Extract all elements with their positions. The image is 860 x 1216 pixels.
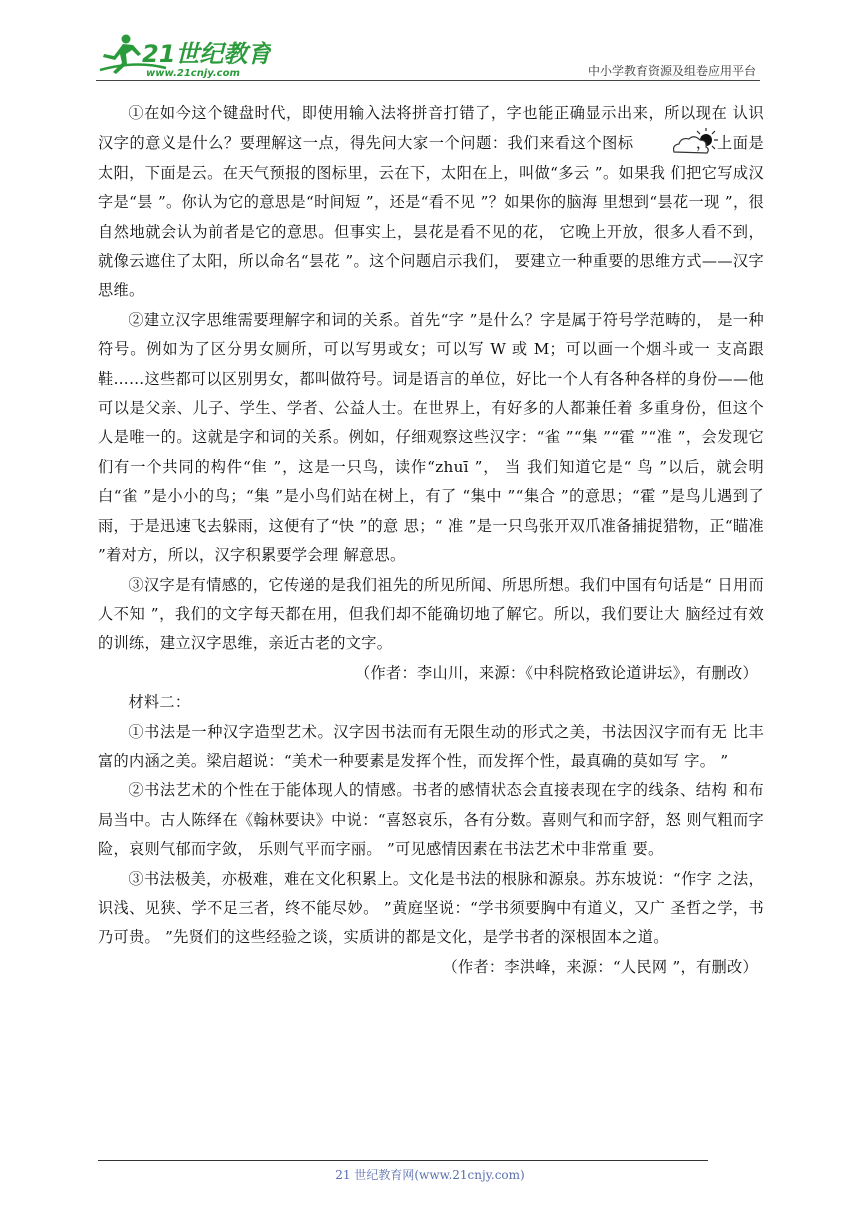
paragraph-2: ②建立汉字思维需要理解字和词的关系。首先“字 ”是什么？字是属于符号学范畴的， 是一种符号。例如为了区分男女厕所，可以写男或女；可以写 W 或 M；可以画一个烟斗或一 支高跟鞋……这些都可以区别男女，都叫做符号。词是语言的单位，好比一个人有各种各样的身份——他可以是父亲、儿子、学生、学者、公益人士。在世界上，有好多的人都兼任着 多重身份，但这个人是唯一的。这就是字和词的关系。例如，仔细观察这些汉字：“雀 ”“集 ”“霍 ”“准 ”，会发现它们有一个共同的构件“隹 ”，这是一只鸟，读作“zhuī ”， 当 我们知道它是“ 鸟 ”以后，就会明白“雀 ”是小小的鸟；“集 ”是小鸟们站在树上，有了 “集中 ”“集合 ”的意思；“霍 ”是鸟儿遇到了雨，于是迅速飞去躲雨，这便有了“快 ”的意 思；“ 准 ”是一只鸟张开双爪准备捕捉猎物，正“瞄准 ”着对方，所以，汉字积累要学会理 解意思。 <box>98 310 764 565</box>
paragraph-3: ③汉字是有情感的，它传递的是我们祖先的所见所闻、所思所想。我们中国有句话是“ 日用而人不知 ”，我们的文字每天都在用，但我们却不能确切地了解它。所以，我们要让大 脑经过有效的训练，建立汉字思维，亲近古老的文字。 <box>98 575 764 653</box>
source-citation-1: （作者：李山川，来源：《中科院格致论道讲坛》，有删改） <box>355 663 758 682</box>
paragraph-5: ②书法艺术的个性在于能体现人的情感。书者的感情状态会直接表现在字的线条、结构 和布局当中。古人陈绎在《翰林要诀》中说：“喜怒哀乐，各有分数。喜则气和而字舒，怒 则气粗而字险，哀则气郁而字敛， 乐则气平而字丽。 ”可见感情因素在书法艺术中非常重 要。 <box>98 781 764 859</box>
paragraph-6: ③书法极美，亦极难，难在文化积累上。文化是书法的根脉和源泉。苏东坡说：“作字 之法，识浅、见狭、学不足三者，终不能尽妙。 ”黄庭坚说：“学书须要胸中有道义，又广 圣哲之学，书乃可贵。 ”先贤们的这些经验之谈，实质讲的都是文化，是学书者的深根固本之道。 <box>98 869 764 947</box>
material-two-label: 材料二： <box>128 693 191 712</box>
page-footer: 21 世纪教育网(www.21cnjy.com) <box>335 1168 525 1182</box>
header-divider <box>96 80 760 81</box>
paragraph-1-part-a: ①在如今这个键盘时代，即使用输入法将拼音打错了，字也能正确显示出来，所以现在 认识汉字的意义是什么？要理解这一点，得先问大家一个问题：我们来看这个图标 <box>98 104 764 153</box>
page-header <box>96 28 760 84</box>
footer-divider <box>98 1160 708 1161</box>
article-body <box>98 99 764 982</box>
logo-text: 21世纪教育 <box>142 40 271 68</box>
site-logo <box>96 30 271 80</box>
runner-icon <box>96 30 271 80</box>
paragraph-1 <box>98 99 764 306</box>
paragraph-4: ①书法是一种汉字造型艺术。汉字因书法而有无限生动的形式之美，书法因汉字而有无 比丰富的内涵之美。梁启超说：“美术一种要素是发挥个性，而发挥个性，最真确的莫如写 字。 ” <box>98 722 764 770</box>
platform-name: 中小学教育资源及组卷应用平台 <box>587 64 756 78</box>
paragraph-1-part-b: ， 上面是太阳，下面是云。在天气预报的图标里，云在下，太阳在上，叫做“多云 ”。如果我 们把它写成汉字是“昙 ”。你认为它的意思是“时间短 ”，还是“看不见 ”？如果你的脑海 里想到“昙花一现 ”，很自然地就会认为前者是它的意思。但事实上，昙花是看不见的花， 它晚上开放，很多人看不到，就像云遮住了太阳，所以命名“昙花 ”。这个问题启示我们， 要建立一种重要的思维方式——汉字思维。 <box>98 134 764 300</box>
source-citation-2: （作者：李洪峰，来源：“人民网 ”，有删改） <box>442 957 758 976</box>
cloud-sun-icon <box>640 128 690 156</box>
logo-url: www.21cnjy.com <box>146 68 240 79</box>
